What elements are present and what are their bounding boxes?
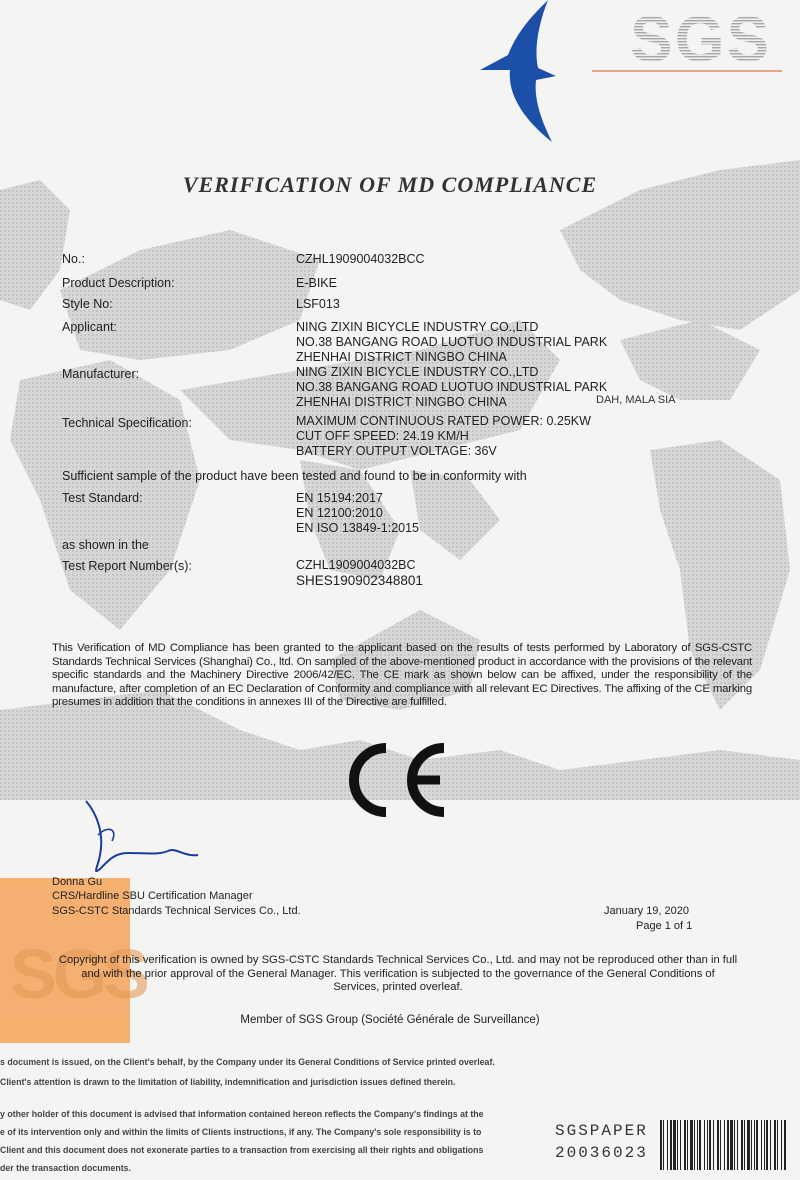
- barcode-bar: [687, 1120, 688, 1170]
- report-line-2: SHES190902348801: [296, 573, 423, 588]
- barcode-bar: [777, 1120, 778, 1170]
- report-label: Test Report Number(s):: [62, 559, 192, 573]
- fine-print-line-3: y other holder of this document is advised that information contained hereon reflects the Company's findings at the: [0, 1109, 484, 1119]
- no-label: No.:: [62, 252, 85, 266]
- paper-number: 20036023: [555, 1144, 648, 1162]
- applicant-line-1: NING ZIXIN BICYCLE INDUSTRY CO.,LTD: [296, 320, 539, 334]
- barcode-bar: [741, 1120, 743, 1170]
- barcode-bar: [751, 1120, 752, 1170]
- page-number: Page 1 of 1: [636, 920, 693, 932]
- barcode-bar: [730, 1120, 733, 1170]
- barcode-bar: [717, 1120, 719, 1170]
- barcode-bar: [677, 1120, 678, 1170]
- compliance-paragraph: This Verification of MD Compliance has been granted to the applicant based on the results of tests performed by Laboratory of SGS-CSTC Standards Technical Services (Shanghai) Co., ltd. On sampled of the above-mentioned product in accordance with the provisions of the relevant specific standards and the Machinery Directive 2006/42/EC. The CE mark as shown below can be affixed, under the responsibility of the manufacture, after completion of an EC Declaration of Conformity and compliance with all relevant EC Directives. The affixing of the CE marking presumes in addition that the conditions in annexes III of the Directive are fulfilled.: [52, 642, 752, 709]
- shown-in-label: as shown in the: [62, 538, 149, 552]
- barcode-bar: [690, 1120, 693, 1170]
- tech-spec-label: Technical Specification:: [62, 416, 192, 430]
- fine-print-line-4: e of its intervention only and within the limits of Clients instructions, if any. The Company's sole responsibility is to: [0, 1127, 482, 1137]
- barcode-bar: [747, 1120, 750, 1170]
- barcode-bar: [684, 1120, 686, 1170]
- ce-mark-icon: [340, 740, 452, 820]
- barcode-bar: [766, 1120, 768, 1170]
- barcode-bar: [720, 1120, 721, 1170]
- member-statement: Member of SGS Group (Société Générale de Surveillance): [240, 1014, 540, 1026]
- fine-print-line-6: der the transaction documents.: [0, 1163, 131, 1173]
- paper-code-block: [555, 1120, 648, 1164]
- fine-print-line-5: Client and this document does not exonerate parties to a transaction from exercising all their rights and obligations: [0, 1145, 484, 1155]
- test-standard-label: Test Standard:: [62, 491, 143, 505]
- barcode-bar: [704, 1120, 705, 1170]
- barcode-bar: [737, 1120, 738, 1170]
- sgs-logo: [592, 5, 782, 75]
- test-standard-line-1: EN 15194:2017: [296, 491, 383, 505]
- signer-company: SGS-CSTC Standards Technical Services Co., Ltd.: [52, 905, 301, 917]
- barcode-bar: [713, 1120, 714, 1170]
- applicant-line-2: NO.38 BANGANG ROAD LUOTUO INDUSTRIAL PARK: [296, 335, 608, 349]
- tech-spec-line-1: MAXIMUM CONTINUOUS RATED POWER: 0.25KW: [296, 414, 591, 428]
- document-title: VERIFICATION OF MD COMPLIANCE: [182, 172, 598, 197]
- manufacturer-line-2: NO.38 BANGANG ROAD LUOTUO INDUSTRIAL PARK: [296, 380, 608, 394]
- barcode-bar: [680, 1120, 681, 1170]
- fine-print-line-1: s document is issued, on the Client's behalf, by the Company under its General Conditions of Service printed overleaf.: [0, 1057, 495, 1067]
- fine-print-line-2: Client's attention is drawn to the limitation of liability, indemnification and jurisdiction issues defined therein.: [0, 1077, 456, 1087]
- report-line-1: CZHL1909004032BC: [296, 558, 416, 572]
- barcode-bar: [660, 1120, 662, 1170]
- signature-image: [78, 795, 208, 885]
- test-standard-line-2: EN 12100:2010: [296, 506, 383, 520]
- barcode-bar: [694, 1120, 695, 1170]
- svg-text:SGS: SGS: [630, 3, 772, 75]
- applicant-label: Applicant:: [62, 320, 117, 334]
- sufficient-statement: Sufficient sample of the product have been tested and found to be in conformity with: [62, 469, 527, 483]
- product-value: E-BIKE: [296, 276, 337, 290]
- barcode-bar: [734, 1120, 735, 1170]
- barcode-bar: [774, 1120, 776, 1170]
- applicant-line-3: ZHENHAI DISTRICT NINGBO CHINA: [296, 350, 507, 364]
- barcode-bar: [724, 1120, 725, 1170]
- eagle-logo: [478, 0, 558, 148]
- issue-date: January 19, 2020: [604, 905, 690, 917]
- barcode-bar: [727, 1120, 729, 1170]
- barcode-bar: [663, 1120, 664, 1170]
- barcode-bar: [667, 1120, 668, 1170]
- style-value: LSF013: [296, 297, 340, 311]
- product-label: Product Description:: [62, 276, 175, 290]
- barcode-bar: [764, 1120, 765, 1170]
- test-standard-line-3: EN ISO 13849-1:2015: [296, 521, 419, 535]
- tech-spec-line-2: CUT OFF SPEED: 24.19 KM/H: [296, 429, 469, 443]
- style-label: Style No:: [62, 297, 113, 311]
- barcode-bar: [709, 1120, 711, 1170]
- barcode-bar: [770, 1120, 771, 1170]
- signer-name: Donna Gu: [52, 876, 103, 888]
- barcode-bar: [761, 1120, 762, 1170]
- barcode-bar: [744, 1120, 745, 1170]
- barcode-bar: [697, 1120, 698, 1170]
- manufacturer-label: Manufacturer:: [62, 367, 140, 381]
- manufacturer-line-3: ZHENHAI DISTRICT NINGBO CHINA: [296, 395, 507, 409]
- svg-text:SGS: SGS: [10, 935, 146, 1013]
- barcode-bar: [673, 1120, 676, 1170]
- paper-code: SGSPAPER: [555, 1122, 648, 1140]
- barcode-bar: [756, 1120, 758, 1170]
- map-label: DAH, MALA SIA: [596, 394, 676, 406]
- barcode-bar: [754, 1120, 755, 1170]
- copyright-notice: Copyright of this verification is owned by SGS-CSTC Standards Technical Services Co., Ltd. and may not be reproduced other than in full and with the prior approval of the General Manager. This verification is subjected to the governance of the General Conditions of Services, printed overleaf.: [58, 954, 738, 993]
- barcode-image: [660, 1120, 785, 1170]
- barcode-bar: [784, 1120, 786, 1170]
- manufacturer-line-1: NING ZIXIN BICYCLE INDUSTRY CO.,LTD: [296, 365, 539, 379]
- tech-spec-line-3: BATTERY OUTPUT VOLTAGE: 36V: [296, 444, 497, 458]
- no-value: CZHL1909004032BCC: [296, 252, 425, 266]
- signer-title: CRS/Hardline SBU Certification Manager: [52, 890, 253, 902]
- barcode-bar: [670, 1120, 672, 1170]
- barcode-bar: [699, 1120, 701, 1170]
- barcode-bar: [707, 1120, 708, 1170]
- barcode-bar: [781, 1120, 782, 1170]
